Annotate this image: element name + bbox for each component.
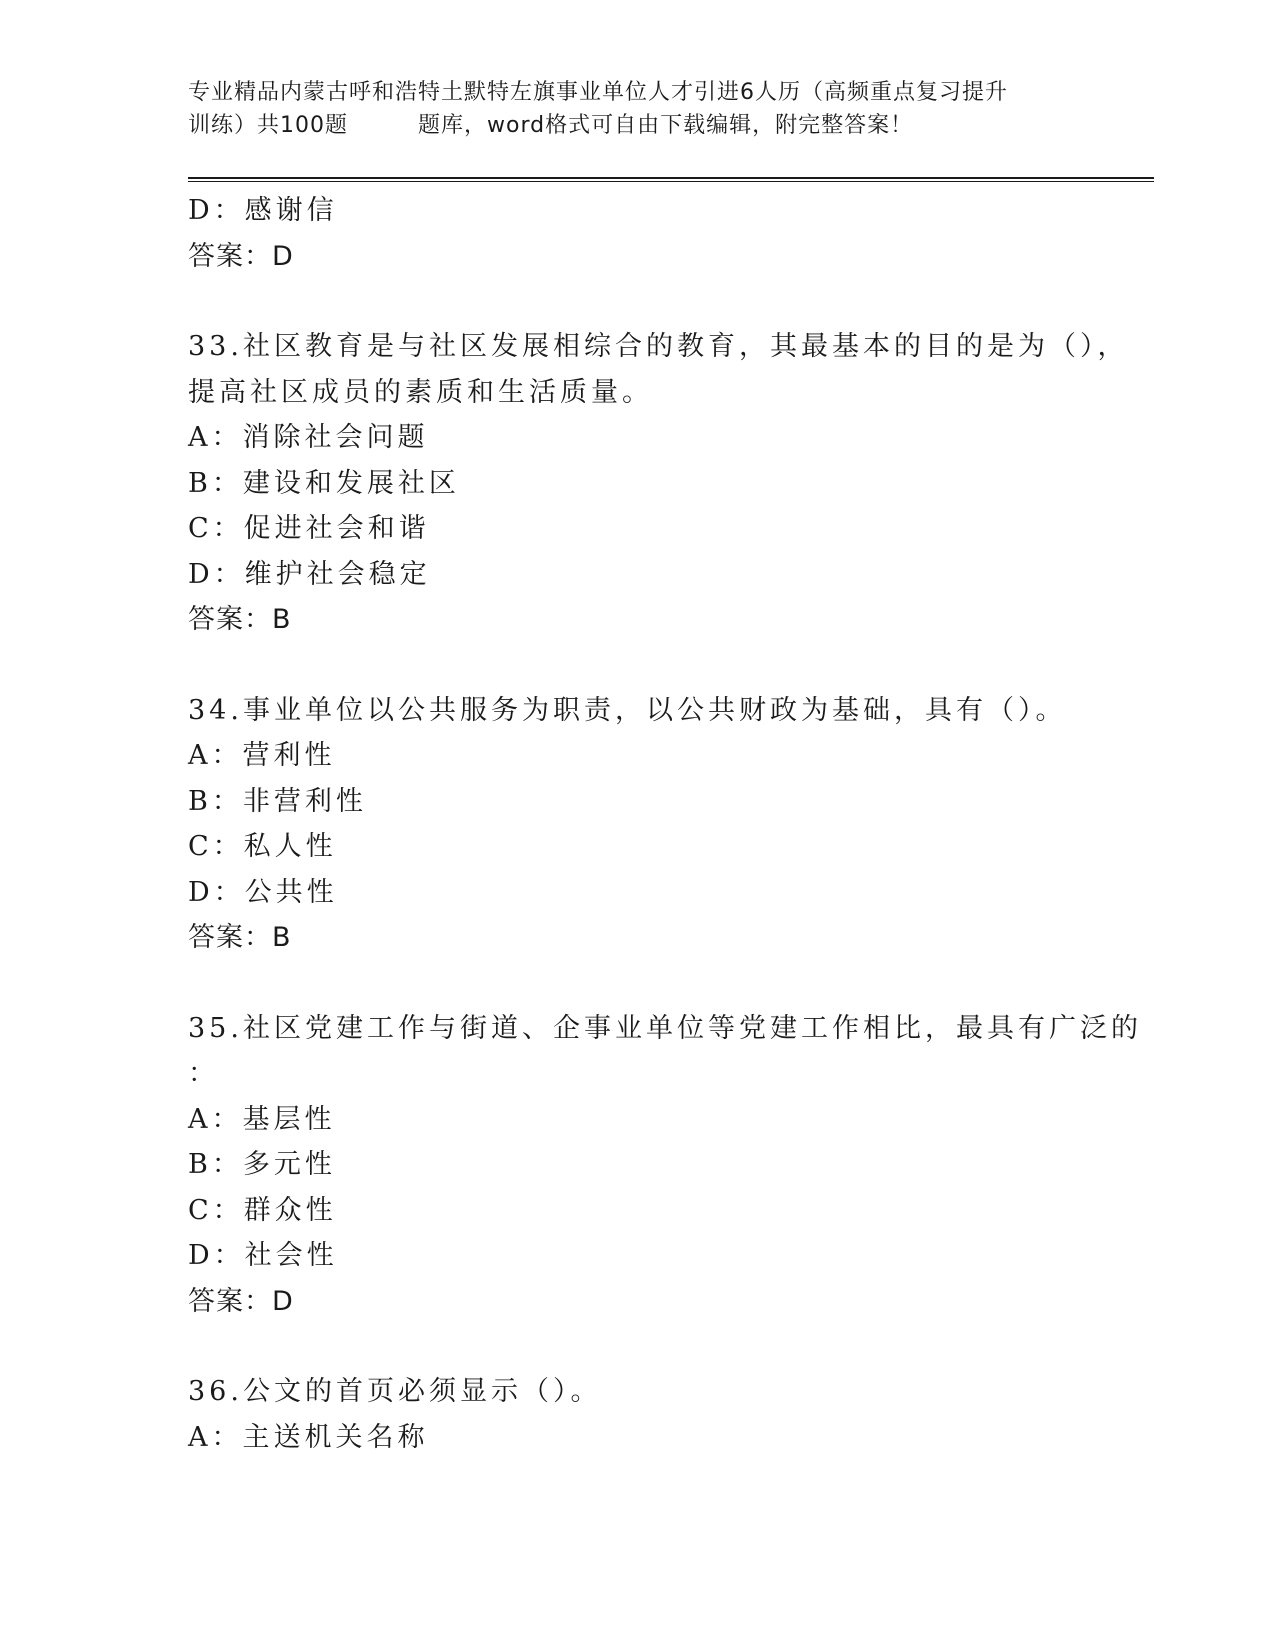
option-b: B：多元性 [188,1149,336,1180]
page-header [188,76,1088,142]
header-divider [188,177,1154,182]
answer-line: 答案：D [188,1285,294,1317]
option-a: A：基层性 [188,1103,336,1135]
header-title-line-2 [188,109,1088,142]
option-a: A：主送机关名称 [188,1421,429,1453]
option-a: A：消除社会问题 [188,422,429,453]
document-body [188,188,1142,1460]
header-title-line-1: 专业精品内蒙古呼和浩特土默特左旗事业单位人才引进6人历（高频重点复习提升 [188,80,1008,105]
question-block-33 [188,324,1129,643]
question-block-35 [188,1006,1142,1325]
option-c: C：促进社会和谐 [188,513,430,544]
answer-line: 答案：B [188,604,292,635]
question-stem: 35.社区党建工作与街道、企事业单位等党建工作相比，最具有广泛的 [188,1012,1142,1044]
question-stem: 33.社区教育是与社区发展相综合的教育，其最基本的目的是为（）， [188,331,1129,362]
header-title-part-a: 训练）共100题 [188,113,348,138]
option-d: D：公共性 [188,876,338,908]
question-block-34 [188,688,1118,961]
question-block-32-tail [188,188,1118,279]
option-b: B：建设和发展社区 [188,467,460,499]
answer-line: 答案：D [188,240,294,272]
option-a: A：营利性 [188,740,336,771]
answer-line: 答案：B [188,922,292,953]
option-c: C：私人性 [188,831,337,862]
option-d: D：感谢信 [188,195,338,226]
option-b: B：非营利性 [188,785,367,817]
option-c: C：群众性 [188,1194,337,1226]
question-stem: 34.事业单位以公共服务为职责，以公共财政为基础，具有（）。 [188,694,1067,726]
question-stem: 36.公文的首页必须显示（）。 [188,1376,602,1407]
question-block-36 [188,1369,1118,1460]
header-title-part-b: 题库，word格式可自由下载编辑，附完整答案！ [418,113,914,138]
question-stem-continued: ： [188,1058,219,1089]
option-d: D：维护社会稳定 [188,558,431,590]
question-stem-continued: 提高社区成员的素质和生活质量。 [188,376,653,408]
option-d: D：社会性 [188,1240,338,1271]
